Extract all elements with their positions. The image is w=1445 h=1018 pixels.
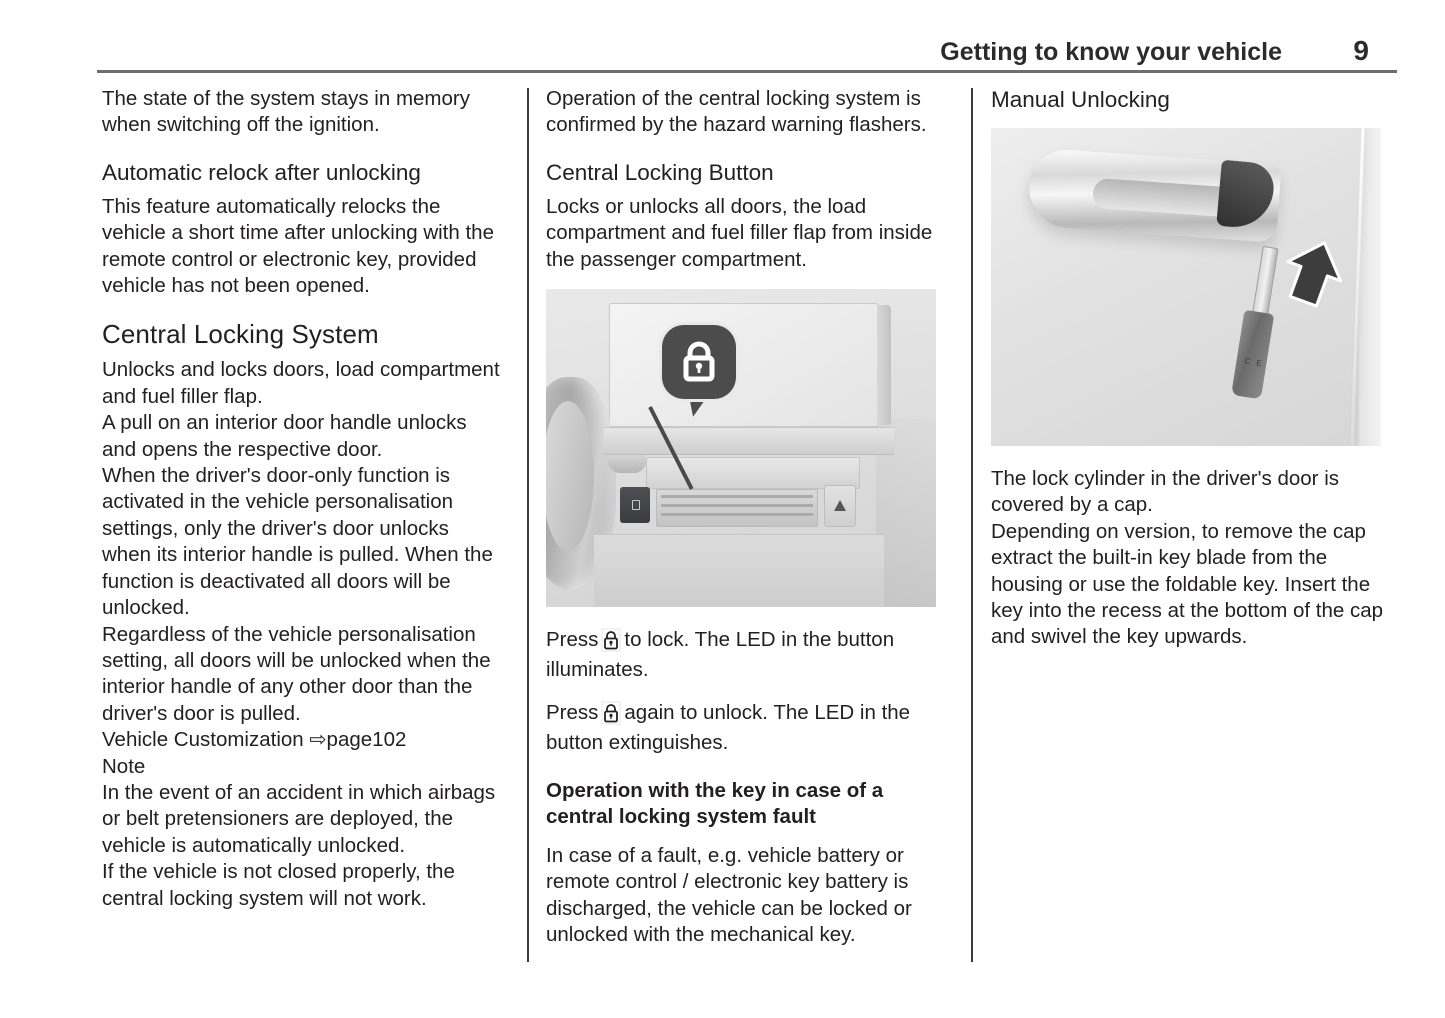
relock-paragraph: This feature automatically relocks the vehicle a short time after unlocking with the remote control or electronic key, provided vehicle has not been opened. [102,194,494,298]
column-one [102,86,502,912]
press-to-lock-instruction [546,625,946,685]
press-to-unlock-instruction [546,698,946,758]
paragraph-remove-cap-instructions: Depending on version, to remove the cap extract the built-in key blade from the housing or use the foldable key. Insert the key into the recess at the bottom of the cap and swivel the key upwards. [991,519,1384,649]
heading-central-locking-system: Central Locking System [102,319,379,350]
paragraph-fault-mechanical-key: In case of a fault, e.g. vehicle battery or remote control / electronic key battery is discharged, the vehicle can be locked or unlocked with the mechanical key. [546,844,912,947]
page-title: Getting to know your vehicle [940,38,1282,66]
dashboard-illustration [546,289,936,607]
spacer [546,607,946,625]
padlock-icon [601,701,621,725]
arrow-up-icon [1278,234,1354,316]
column-divider-1 [527,88,529,962]
key-housing [1231,310,1274,400]
padlock-callout-icon [662,325,736,399]
press-label-lock: Press [546,628,599,652]
press-label-unlock: Press [546,701,599,725]
padlock-icon [601,628,621,652]
page-header [97,35,1397,72]
paragraph-locks-unlocks-button: Locks or unlocks all doors, the load compartment and fuel filler flap from inside the passenger compartment. [546,194,933,271]
spacer [546,187,946,194]
spacer [546,830,946,843]
spacer [546,685,946,698]
mechanical-key [1229,244,1286,397]
spacer [102,187,502,194]
heading-manual-unlocking: Manual Unlocking [991,87,1170,112]
spacer [102,350,502,357]
column-three [991,86,1391,651]
center-console [594,534,884,607]
spacer [102,299,502,319]
spacer [546,139,946,159]
column-two [546,86,946,949]
screen-edge [877,305,891,425]
note-paragraph-accident: In the event of an accident in which airbags or belt pretensioners are deployed, the vehicle is automatically unlocked. [102,780,496,857]
page-number: 9 [1353,35,1369,66]
press-text-lock: to lock. The LED in the button illuminates. [546,628,895,682]
key-blade [1251,246,1278,322]
heading-automatic-relock: Automatic relock after unlocking [102,159,421,185]
paragraph-unlocks-locks: Unlocks and locks doors, load compartment and fuel filler flap. [102,358,500,408]
paragraph-interior-handle: A pull on an interior door handle unlocks and opens the respective door. [102,411,467,461]
header-divider [97,70,1397,73]
central-locking-button-on-dash[interactable] [620,487,650,523]
spacer [991,446,1391,466]
intro-paragraph: The state of the system stays in memory when switching off the ignition. [102,87,470,137]
paragraph-hazard-flashers: Operation of the central locking system is confirmed by the hazard warning flashers. [546,87,927,137]
column-divider-2 [971,88,973,962]
air-vent [656,489,818,527]
note-label: Note [102,754,146,778]
hazard-warning-button[interactable] [824,485,856,527]
paragraph-driver-door-only: When the driver's door-only function is activated in the vehicle personalisation settings, only the driver's door unlocks when its interior handle is pulled. When the function is deactivated all doors will be unlocked. [102,464,493,620]
heading-operation-with-key-fault: Operation with the key in case of a central locking system fault [546,779,884,829]
door-handle-illustration [991,128,1381,446]
press-text-unlock: again to unlock. The LED in the button extinguishes. [546,701,911,755]
upper-button-row [604,427,894,455]
paragraph-regardless-personalisation: Regardless of the vehicle personalisation setting, all doors will be unlocked when the interior handle of any other door than the driver's door is pulled. [102,622,491,725]
paragraph-lock-cylinder-cap: The lock cylinder in the driver's door is covered by a cap. [991,467,1339,517]
note-paragraph-not-closed: If the vehicle is not closed properly, the central locking system will not work. [102,860,455,910]
spacer [102,139,502,159]
cross-reference-vehicle-customization[interactable]: Vehicle Customization ⇨page102 [102,728,407,752]
spacer [546,758,946,778]
heading-central-locking-button: Central Locking Button [546,159,774,185]
